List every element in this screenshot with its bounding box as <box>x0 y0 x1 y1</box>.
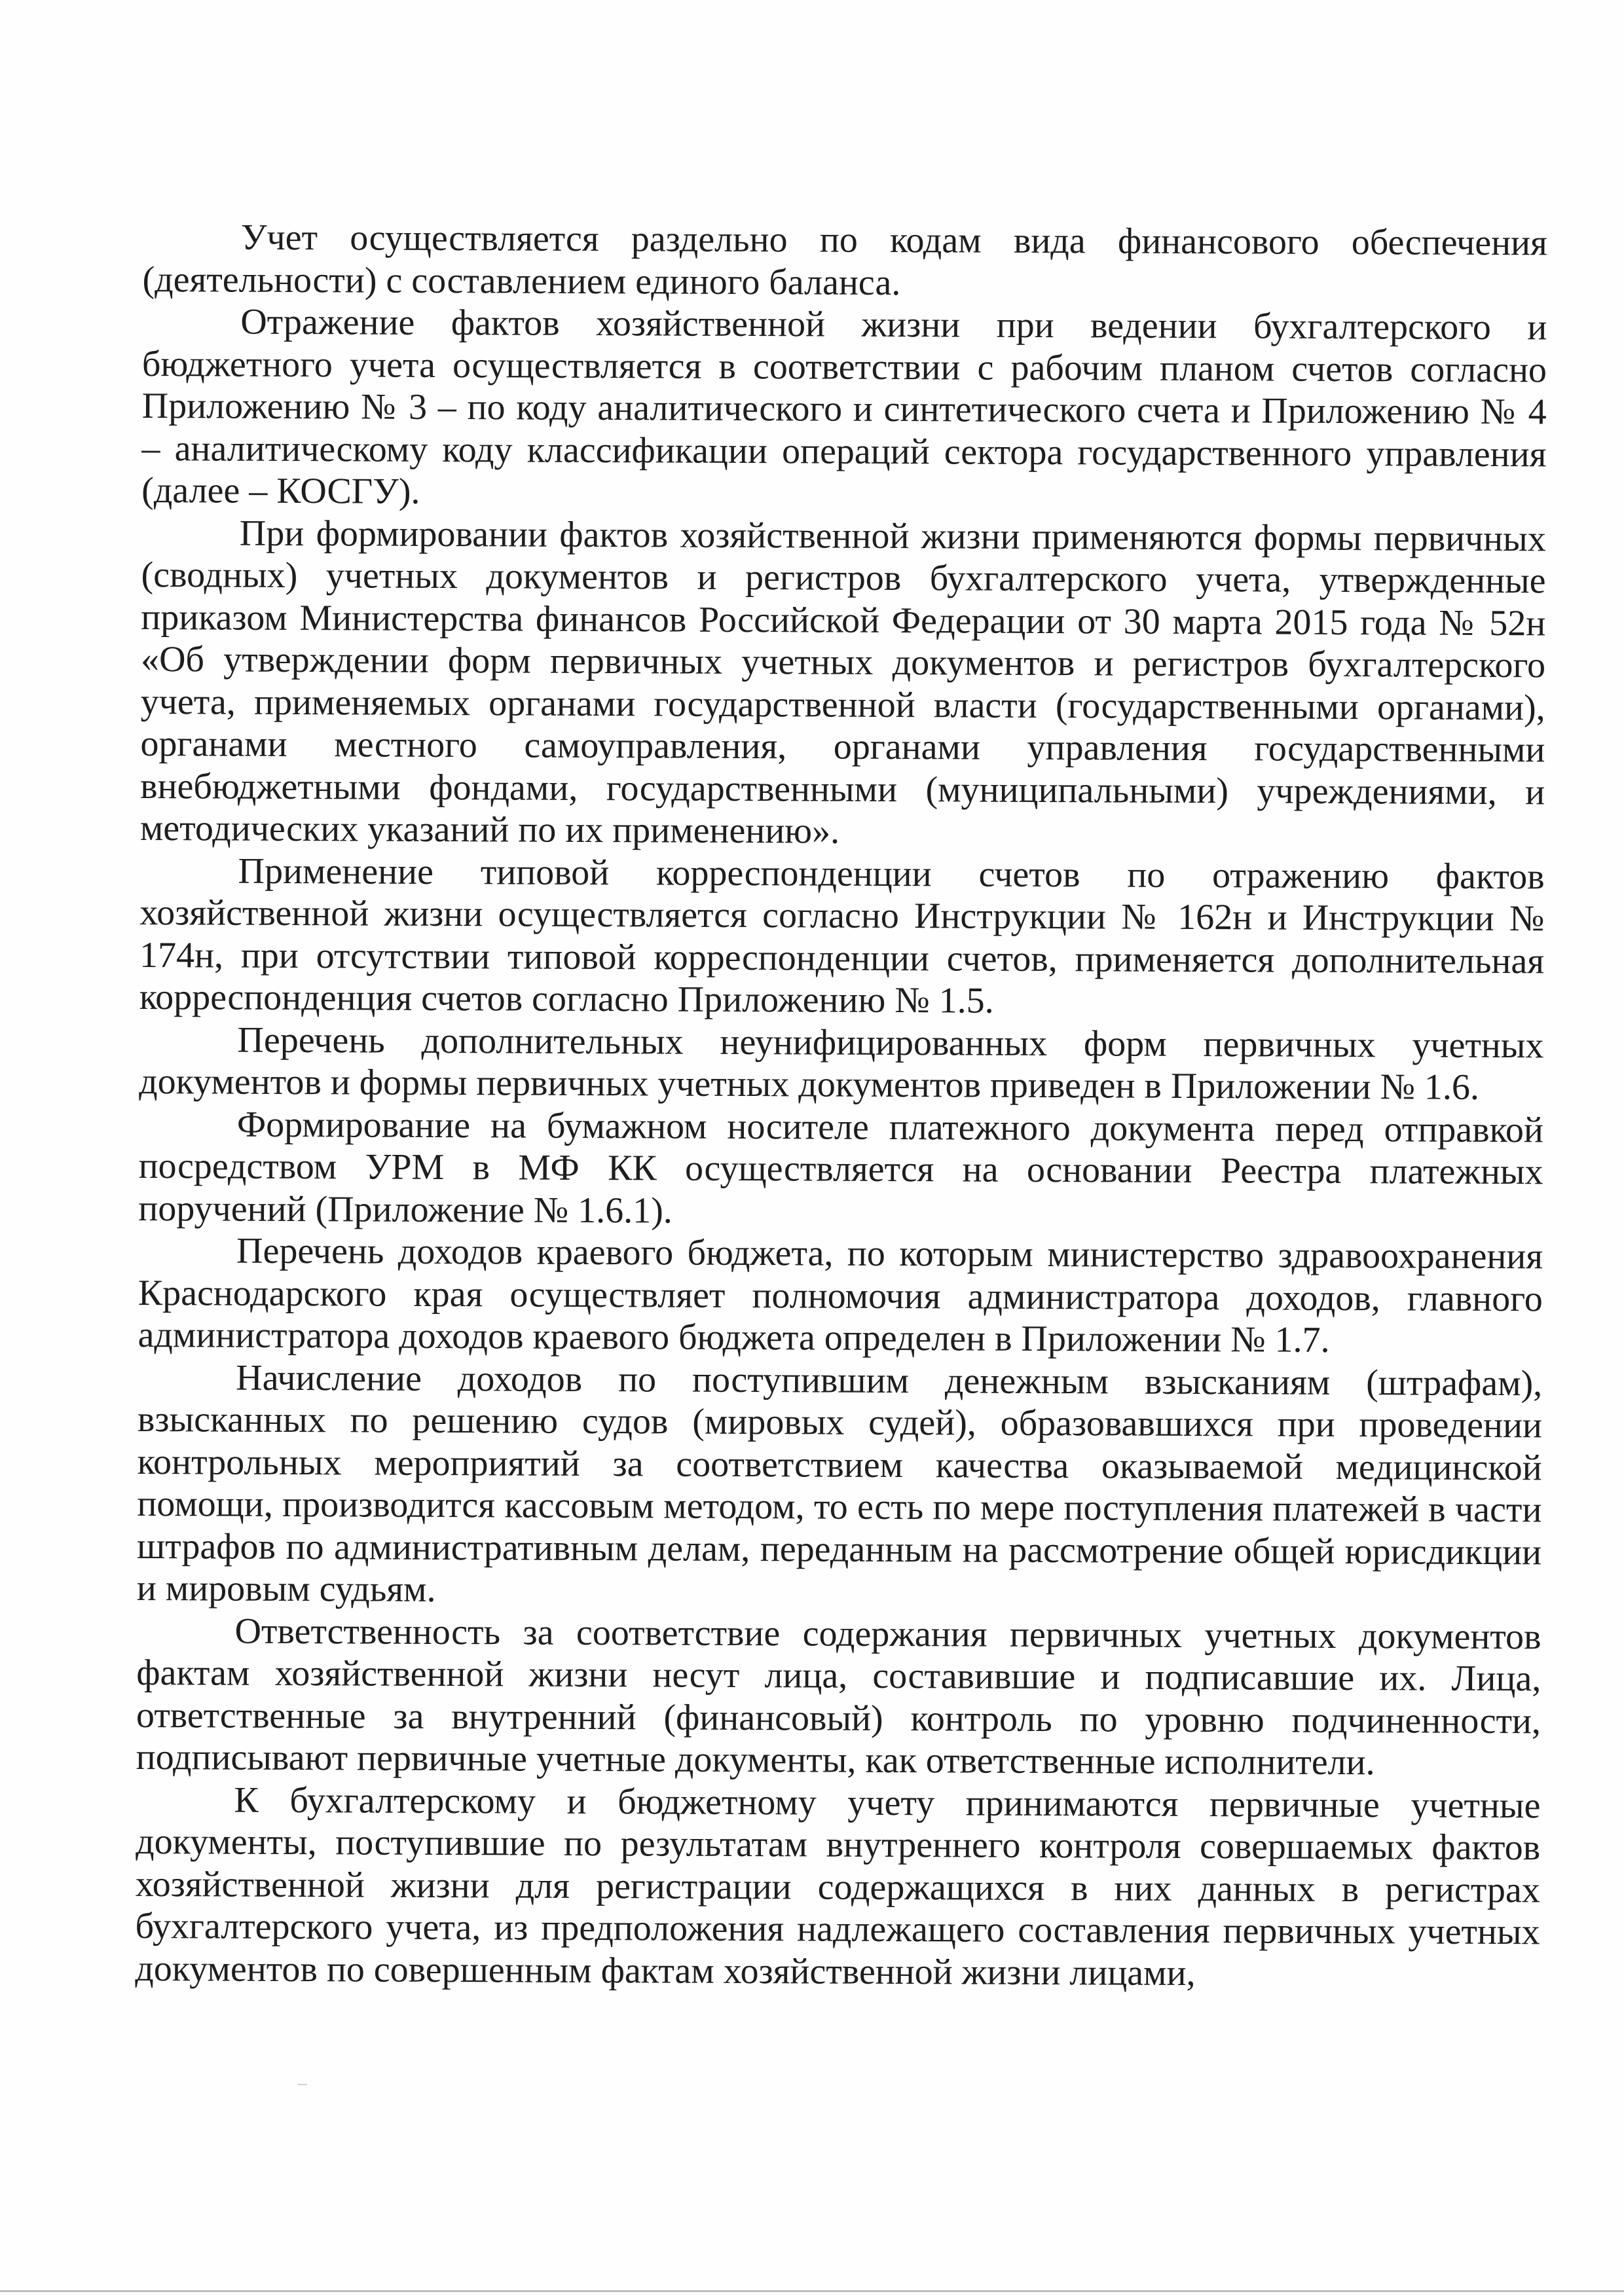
paragraph-payment-document: Формирование на бумажном носителе платежного документа перед отправкой посредством УРМ в МФ КК осуществляется на основании Реестра платежных поручений (Приложение № 1.6.1). <box>138 1104 1544 1231</box>
paragraph-fines-accrual: Начисление доходов по поступившим денежным взысканиям (штрафам), взысканных по решению судов (мировых судей), образовавшихся при проведении контрольных мероприятий за соответствием качества оказываемой медицинской помощи, производится кассовым методом, то есть по мере поступления платежей в части штрафов по административным делам, переданным на рассмотрение общей юрисдикции и мировым судьям. <box>136 1357 1543 1610</box>
scan-bottom-edge <box>0 2290 1624 2292</box>
paragraph-chart-of-accounts: Отражение фактов хозяйственной жизни при ведении бухгалтерского и бюджетного учета осуществляется в соответствии с рабочим планом счетов согласно Приложению № 3 – по коду аналитического и синтетического счета и Приложению № 4 – аналитическому коду классификации операций сектора государственного управления (далее – КОСГУ). <box>141 301 1547 512</box>
paragraph-regional-budget-revenues: Перечень доходов краевого бюджета, по которым министерство здравоохранения Краснодарского края осуществляет полномочия администратора доходов, главного администратора доходов краевого бюджета определен в Приложении № 1.7. <box>138 1230 1543 1360</box>
paragraph-acceptance-of-documents: К бухгалтерскому и бюджетному учету принимаются первичные учетные документы, поступившие по результатам внутреннего контроля совершаемых фактов хозяйственной жизни для регистрации содержащихся в них данных в регистрах бухгалтерского учета, из предположения надлежащего составления первичных учетных документов по совершенным фактам хозяйственной жизни лицами, <box>135 1779 1541 1994</box>
document-body <box>135 216 1547 1995</box>
scan-artifact <box>298 2084 307 2085</box>
paragraph-responsibility: Ответственность за соответствие содержания первичных учетных документов фактам хозяйственной жизни несут лица, составившие и подписавшие их. Лица, ответственные за внутренний (финансовый) контроль по уровню подчиненности, подписывают первичные учетные документы, как ответственные исполнители. <box>136 1611 1541 1783</box>
paragraph-additional-forms: Перечень дополнительных неунифицированных форм первичных учетных документов и формы первичных учетных документов приведен в Приложении № 1.6. <box>139 1019 1544 1108</box>
paragraph-typical-correspondence: Применение типовой корреспонденции счетов по отражению фактов хозяйственной жизни осуществляется согласно Инструкции № 162н и Инструкции № 174н, при отсутствии типовой корреспонденции счетов, применяется дополнительная корреспонденция счетов согласно Приложению № 1.5. <box>139 850 1545 1021</box>
paragraph-primary-document-forms: При формировании фактов хозяйственной жизни применяются формы первичных (сводных) учетных документов и регистров бухгалтерского учета, утвержденные приказом Министерства финансов Российской Федерации от 30 марта 2015 года № 52н «Об утверждении форм первичных учетных документов и регистров бухгалтерского учета, применяемых органами государственной власти (государственными органами), органами местного самоуправления, органами управления государственными внебюджетными фондами, государственными (муниципальными) учреждениями, и методических указаний по их применению». <box>139 513 1547 852</box>
paragraph-accounting-separate: Учет осуществляется раздельно по кодам вида финансового обеспечения (деятельности) с составлением единого баланса. <box>142 217 1547 303</box>
